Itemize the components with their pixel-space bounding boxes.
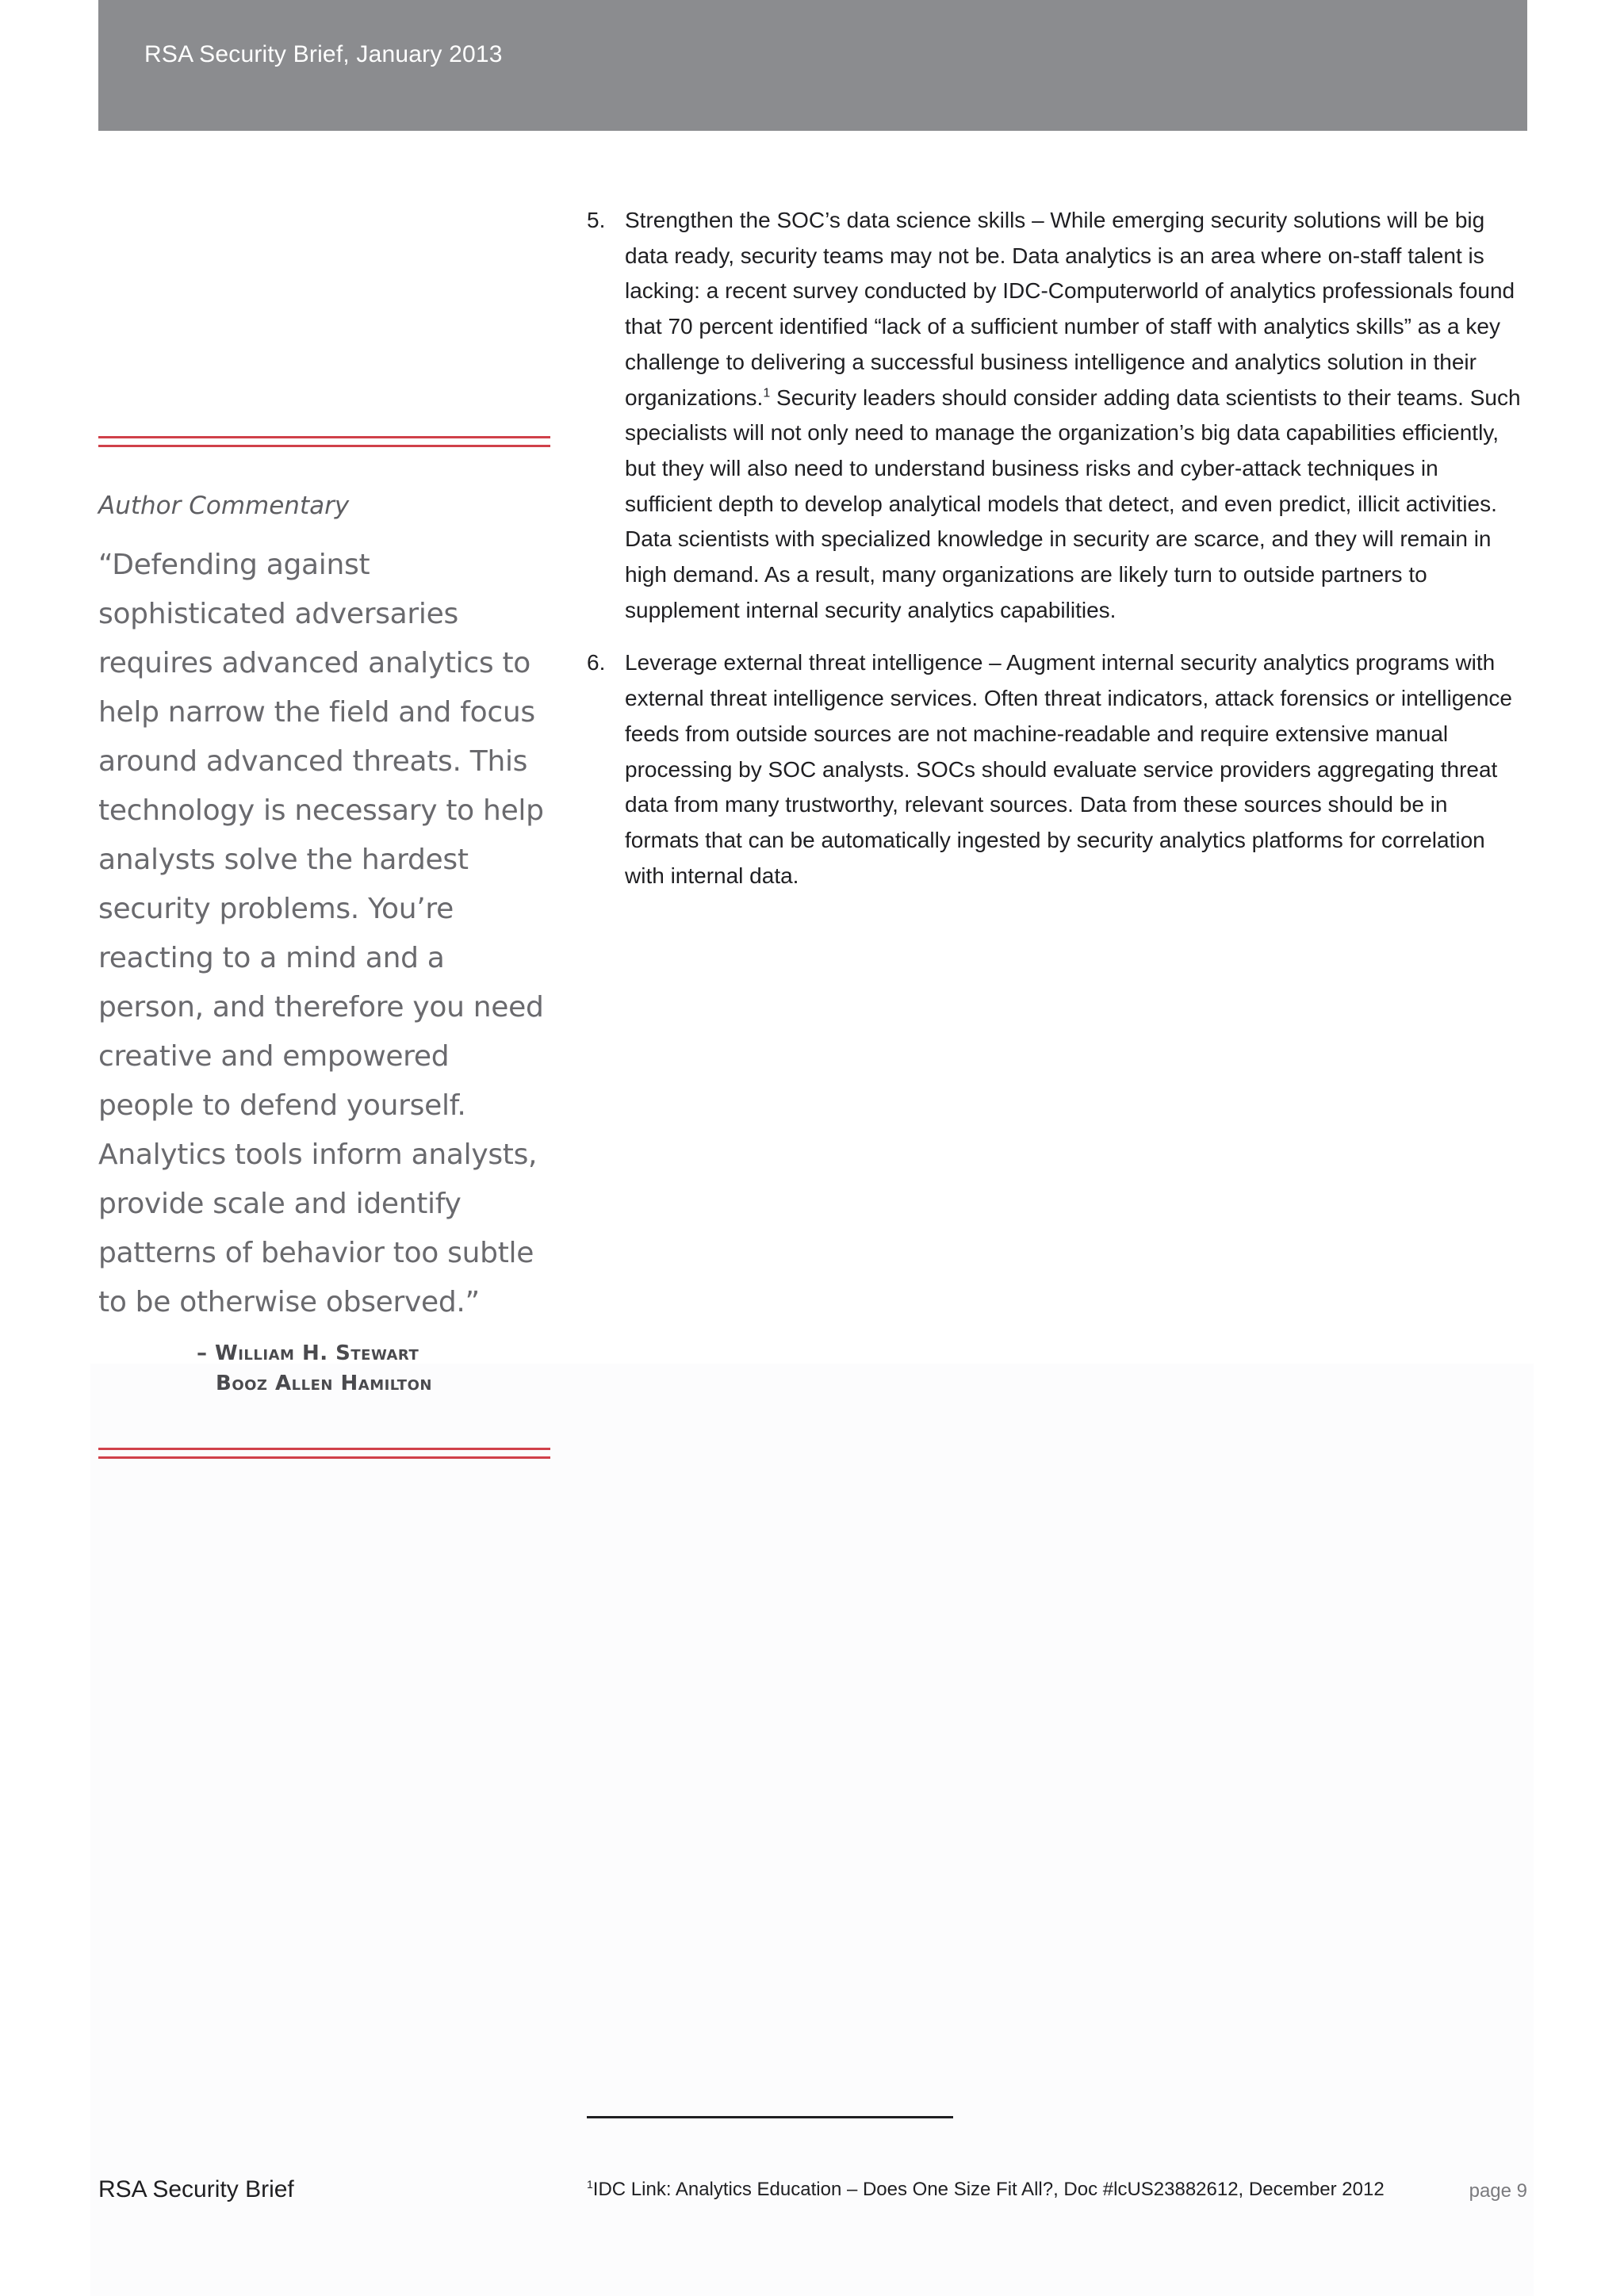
footnote-divider [587, 2116, 953, 2118]
list-item [587, 203, 1527, 628]
list-text-part: Strengthen the SOC’s data science skills – While emerging security solutions will be big data ready, security teams may not be. Data analytics is an area where on-staff talent is lacking: a recent survey conducted by IDC-Computerworld of analytics professionals found that 70 percent identified “lack of a sufficient number of staff with analytics skills” as a key challenge to delivering a successful business intelligence and analytics solution in their organizations. [625, 208, 1515, 410]
bottom-double-rule [98, 1448, 550, 1459]
header-band [98, 0, 1527, 131]
main-content [587, 203, 1527, 911]
footnote-text: IDC Link: Analytics Education – Does One Size Fit All?, Doc #lcUS23882612, December 2012 [592, 2179, 1385, 2200]
page-number: page 9 [1469, 2180, 1527, 2202]
page-background-panel [90, 1364, 1534, 2296]
list-item [587, 645, 1527, 894]
attribution-org: Booz Allen Hamilton [216, 1372, 432, 1395]
footer-brand: RSA Security Brief [98, 2176, 294, 2202]
list-text [625, 203, 1527, 628]
quote-attribution [98, 1338, 550, 1399]
list-text-part: Security leaders should consider adding data scientists to their teams. Such specialists will not only need to manage the organization’s big data capabilities efficiently, but they will also need to understand business risks and cyber-attack techniques in sufficient depth to develop analytical models that detect, and even predict, illicit activities. Data scientists with specialized knowledge in security are scarce, and they will remain in high demand. As a result, many organizations are likely turn to outside partners to supplement internal security analytics capabilities. [625, 385, 1521, 622]
attribution-name: – William H. Stewart [197, 1341, 419, 1365]
footnote [587, 2179, 1385, 2201]
list-number: 6. [587, 650, 606, 675]
footnote-ref: 1 [763, 386, 771, 400]
author-commentary-sidebar [98, 436, 550, 1459]
pull-quote: “Defending against sophisticated adversaries requires advanced analytics to help narrow the field and focus around advanced threats. This technology is necessary to help analysts solve the hardest security problems. You’re reacting to a mind and a person, and therefore you need creative and empowered people to defend yourself. Analytics tools inform analysts, provide scale and identify patterns of behavior too subtle to be otherwise observed.” [98, 549, 544, 1318]
header-title: RSA Security Brief, January 2013 [144, 41, 503, 67]
list-number: 5. [587, 208, 606, 232]
commentary-heading: Author Commentary [98, 492, 350, 520]
list-text: Leverage external threat intelligence – Augment internal security analytics programs with external threat intelligence services. Often threat indicators, attack forensics or intelligence feeds from outside sources are not machine-readable and require extensive manual processing by SOC analysts. SOCs should evaluate service providers aggregating threat data from many trustworthy, relevant sources. Data from these sources should be in formats that can be automatically ingested by security analytics platforms for correlation with internal data. [625, 650, 1513, 888]
top-double-rule [98, 436, 550, 447]
footnote-marker: 1 [587, 2178, 593, 2191]
